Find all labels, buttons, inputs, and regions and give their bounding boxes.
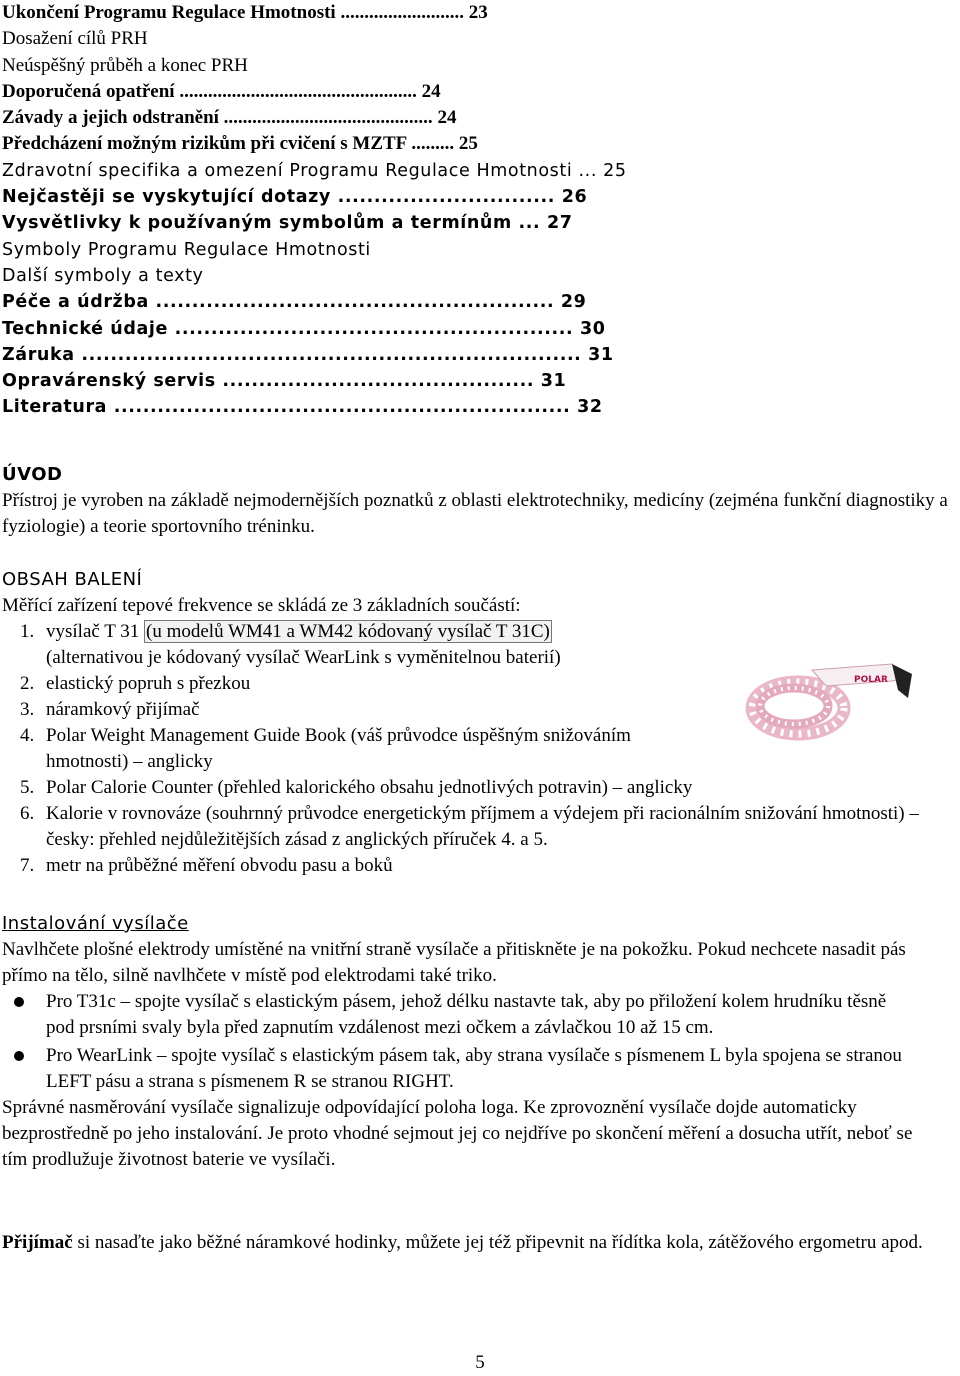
page-number: 5 [475, 1352, 485, 1373]
highlighted-note[interactable]: (u modelů WM41 a WM42 kódovaný vysílač T 31C) [146, 621, 550, 642]
toc-row[interactable]: Záruka ..................................................................... 31 [2, 344, 614, 365]
receiver-label: Přijímač [2, 1232, 73, 1253]
bullet-icon [14, 997, 24, 1007]
measuring-tape-image [742, 640, 914, 742]
receiver-text: Přijímač si nasaďte jako běžné náramkové hodinky, můžete jej též připevnit na řídítka kola, zátěžového ergometru apod. [2, 1232, 923, 1253]
toc-row[interactable]: Předcházení možným rizikům při cvičení s MZTF ......... 25 [2, 133, 478, 155]
toc-row[interactable]: Zdravotní specifika a omezení Programu Regulace Hmotnosti ... 25 [2, 160, 627, 181]
package-heading: OBSAH BALENÍ [2, 569, 143, 590]
list-item: Pro T31c – spojte vysílač s elastickým pásem, jehož délku nastavte tak, aby po přiložení kolem hrudníku těsně pod prsními svaly byla před zapnutím vzdálenost mezi očkem a závlačkou 10 až 15 cm. [2, 989, 902, 1041]
toc-row[interactable]: Technické údaje ....................................................... 30 [2, 318, 606, 339]
installation-section [2, 911, 960, 1173]
toc-row[interactable]: Ukončení Programu Regulace Hmotnosti .......................... 23 [2, 2, 488, 23]
installation-heading: Instalování vysílače [2, 913, 189, 934]
intro-heading: ÚVOD [2, 464, 63, 485]
toc-row[interactable]: Nejčastěji se vyskytující dotazy .............................. 26 [2, 187, 588, 208]
list-item: 7. metr na průběžné měření obvodu pasu a boků [20, 855, 393, 876]
toc-row[interactable]: Další symboly a texty [2, 265, 204, 286]
package-list [2, 619, 919, 879]
toc-row[interactable]: Literatura ............................................................... 32 [2, 397, 603, 418]
tape-brand-label: POLAR [854, 675, 888, 685]
list-item: 4. Polar Weight Management Guide Book (váš průvodce úspěšným snižováním hmotnosti) – anglicky [20, 725, 631, 772]
list-item: 3. náramkový přijímač [20, 699, 200, 720]
package-contents-section [2, 567, 919, 879]
toc-row[interactable]: Opravárenský servis ........................................... 31 [2, 371, 567, 392]
intro-text: Přístroj je vyroben na základě nejmodernějších poznatků z oblasti elektrotechniky, medicíny (zejména funkční diagnostiky a fyziologie) a teorie sportovního tréninku. [2, 490, 948, 537]
toc-row[interactable]: Dosažení cílů PRH [2, 28, 148, 50]
toc-row[interactable]: Doporučená opatření .................................................. 24 [2, 80, 441, 102]
receiver-section [2, 1230, 960, 1256]
list-item: 2. elastický popruh s přezkou [20, 673, 251, 694]
toc-row[interactable]: Závady a jejich odstranění ............................................ 24 [2, 107, 457, 129]
list-item: 5. Polar Calorie Counter (přehled kalorického obsahu jednotlivých potravin) – anglicky [20, 777, 693, 798]
toc-row[interactable]: Vysvětlivky k používaným symbolům a termínům ... 27 [2, 213, 573, 234]
intro-section [2, 462, 960, 540]
list-item: 6. Kalorie v rovnováze (souhrnný průvodce energetickým příjmem a výdejem při racionálním snižování hmotnosti) – česky: přehled nejdůležitějších zásad z anglických příruček 4. a 5. [20, 803, 919, 850]
installation-note: Správné nasměrování vysílače signalizuje odpovídající poloha loga. Ke zprovoznění vysílače dojde automaticky bezprostředně po jeho instalování. Je proto vhodné sejmout jej co nejdříve po skončení měření a dosucha utřít, neboť se tím prodlužuje životnost baterie ve vysílači. [2, 1097, 913, 1170]
toc-row[interactable]: Symboly Programu Regulace Hmotnosti [2, 239, 371, 260]
package-intro: Měřící zařízení tepové frekvence se skládá ze 3 základních součástí: [2, 595, 521, 616]
installation-text: Navlhčete plošné elektrody umístěné na vnitřní straně vysílače a přitiskněte je na pokožku. Pokud nechcete nasadit pás přímo na tělo, silně navlhčete v místě pod elektrodami také triko. [2, 939, 906, 986]
installation-bullets [2, 989, 902, 1095]
toc-row[interactable]: Neúspěšný průběh a konec PRH [2, 54, 248, 76]
list-item: 1. vysílač T 31 (u modelů WM41 a WM42 kódovaný vysílač T 31C) (alternativou je kódovaný vysílač WearLink s vyměnitelnou baterií) [20, 621, 561, 668]
list-item: Pro WearLink – spojte vysílač s elastickým pásem tak, aby strana vysílače s písmenem L byla spojena se stranou LEFT pásu a strana s písmenem R se stranou RIGHT. [2, 1043, 902, 1095]
table-of-contents [2, 0, 627, 421]
toc-row[interactable]: Péče a údržba ....................................................... 29 [2, 292, 587, 313]
bullet-icon [14, 1051, 24, 1061]
